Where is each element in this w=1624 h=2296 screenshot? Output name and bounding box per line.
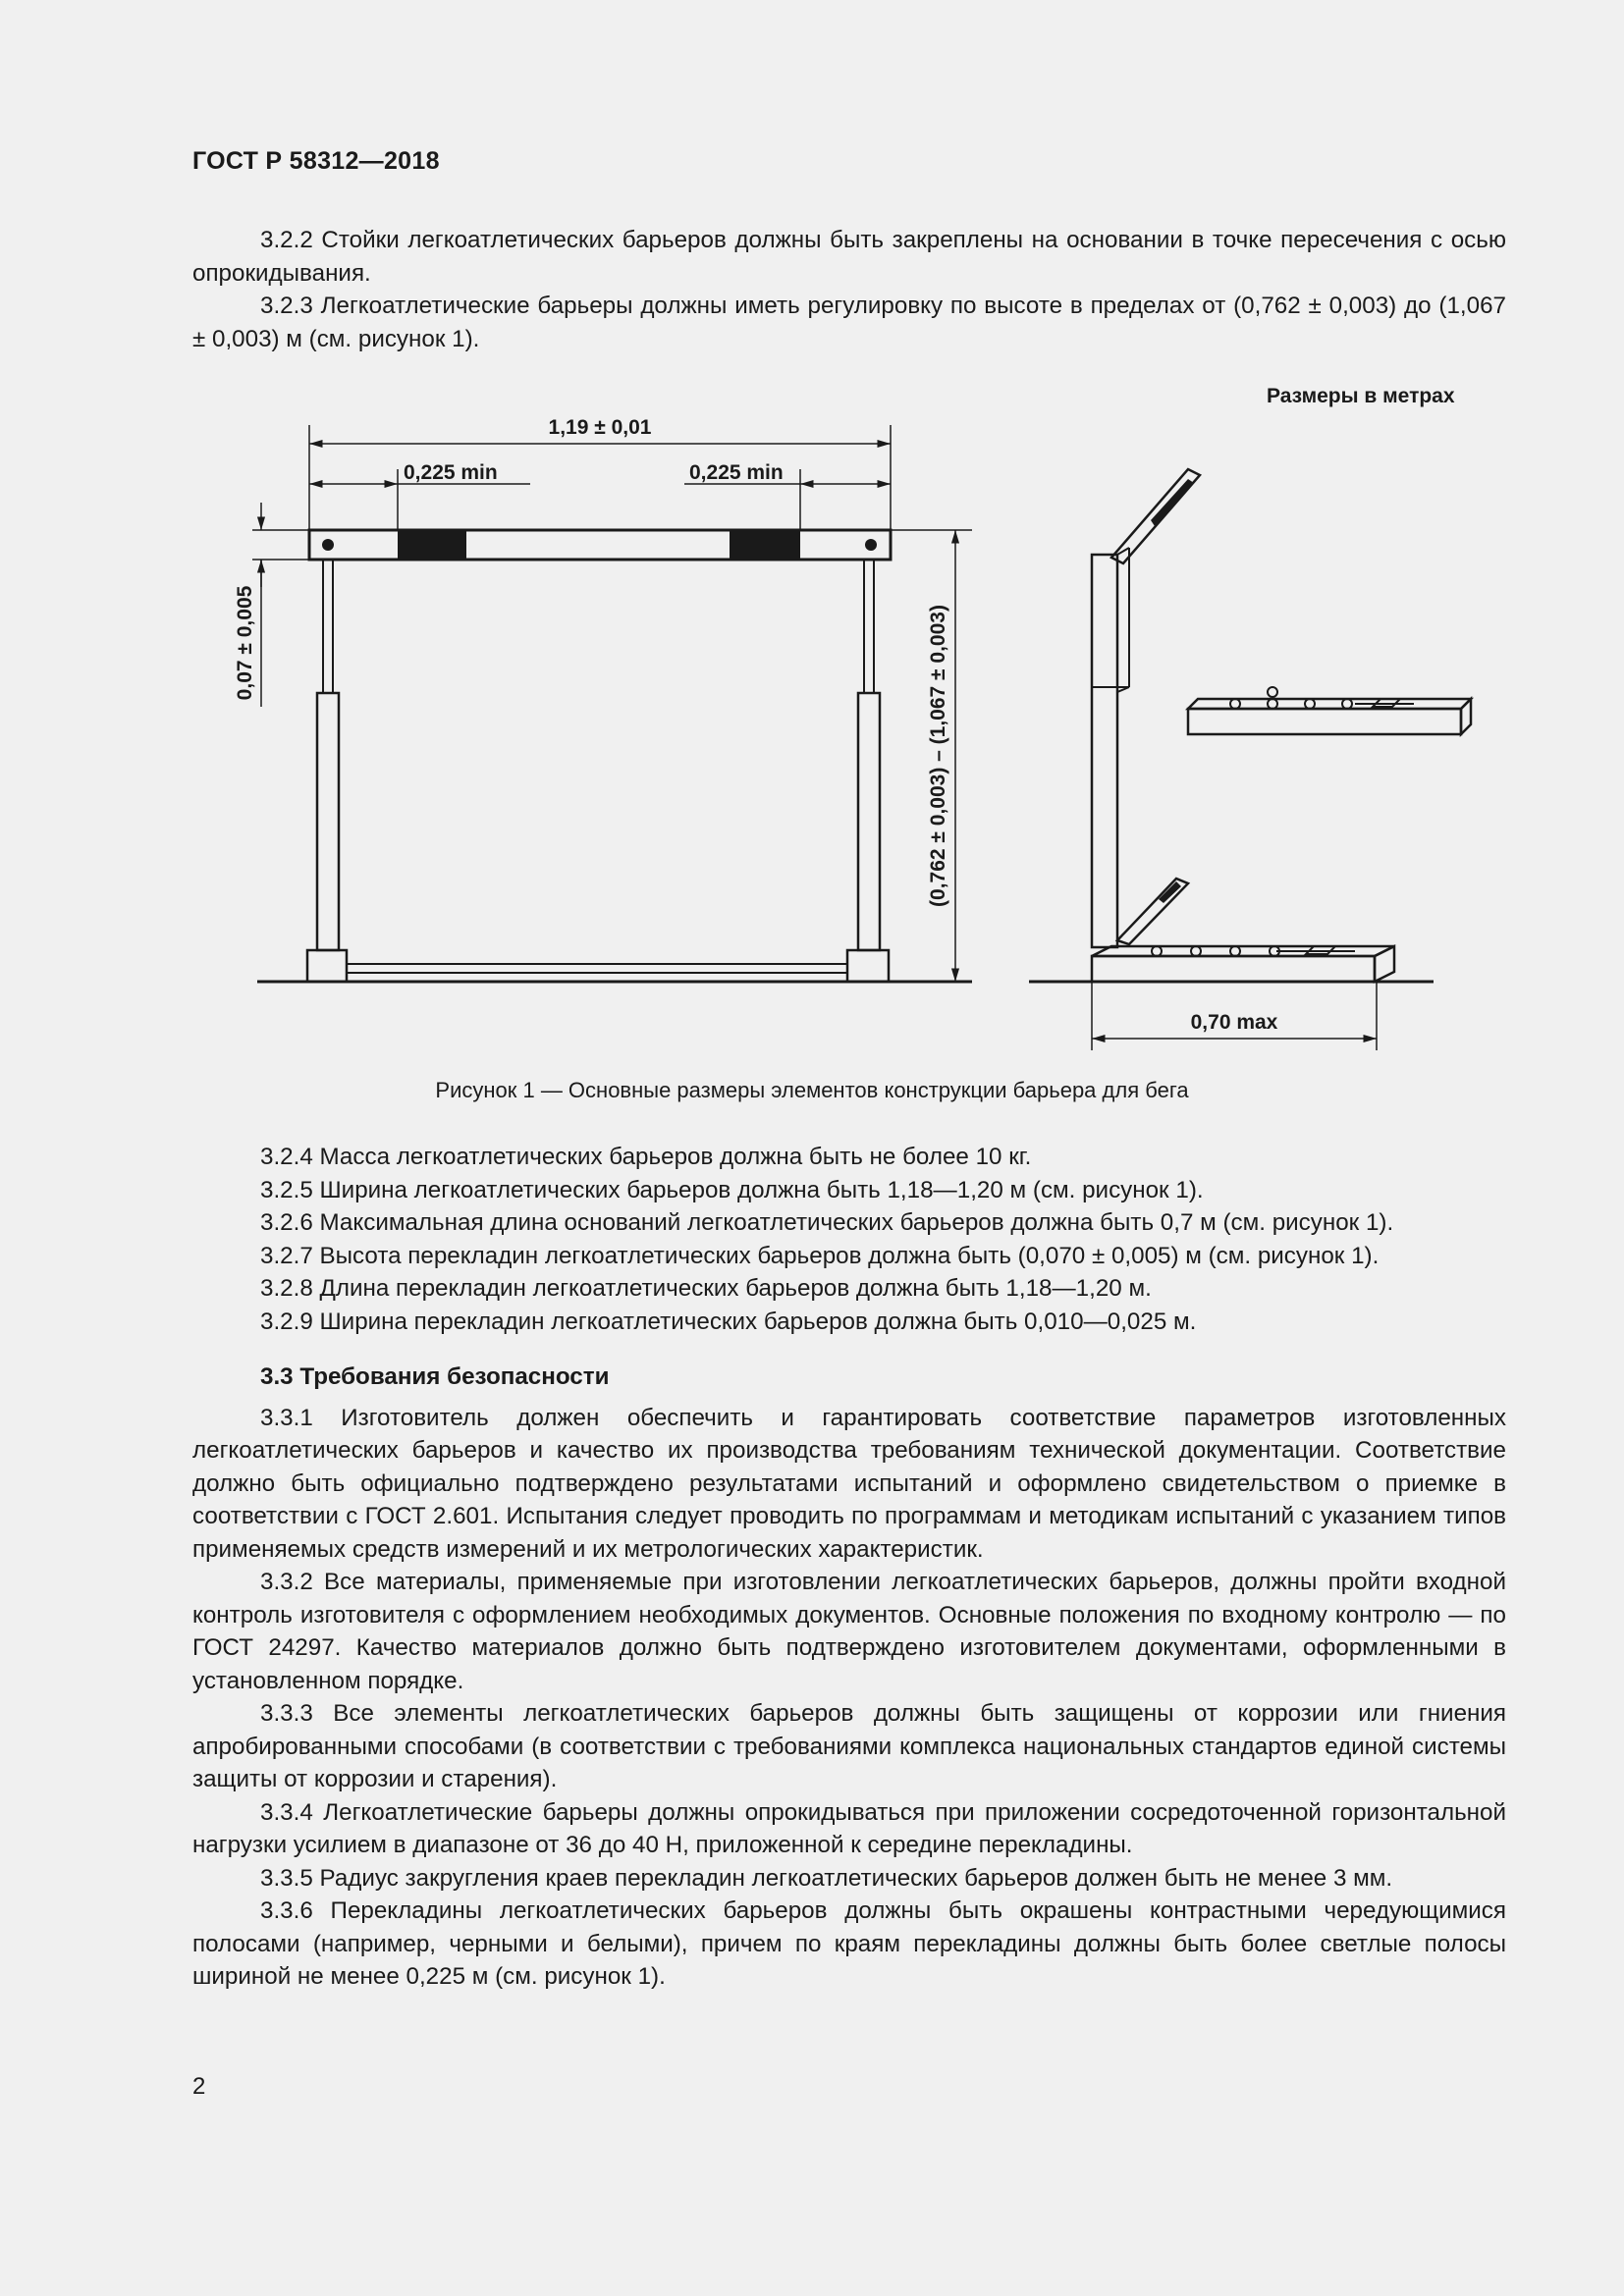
side-view [1029,469,1471,1050]
crossbar-dark-stripe-left [398,531,466,559]
paragraph-3-3-3: 3.3.3 Все элементы легкоатлетических барьеров должны быть защищены от коррозии или гниения апробированными способами (в соответствии с требованиями комплекса национальных стандартов единой системы защиты от коррозии и старения). [192,1700,1506,1792]
paragraph-3-2-9: 3.2.9 Ширина перекладин легкоатлетических барьеров должна быть 0,010—0,025 м. [260,1308,1197,1335]
paragraph-3-3-6: 3.3.6 Перекладины легкоатлетических барьеров должны быть окрашены контрастными чередующимися полосами (например, черными и белыми), причем по краям перекладины должны быть более светлые полосы шириной не менее 0,225 м (см. рисунок 1). [192,1897,1506,1990]
dim-width-label: 1,19 ± 0,01 [548,416,652,439]
paragraph-3-3-2: 3.3.2 Все материалы, применяемые при изготовлении легкоатлетических барьеров, должны пройти входной контроль изготовителя с оформлением необходимых документов. Основные положения по входному контролю — по ГОСТ 24297. Качество материалов должно быть подтверждено изготовителем документами, оформленными в установленном порядке. [192,1569,1506,1694]
figure-1 [0,393,1624,1080]
paragraph-3-3-1: 3.3.1 Изготовитель должен обеспечить и гарантировать соответствие параметров изготовленных легкоатлетических барьеров и качество их производства требованиям технической документации. Соответствие должно быть официально подтверждено результатами испытаний и оформлено свидетельством о приемке в соответствии с ГОСТ 2.601. Испытания следует проводить по программам и методикам испытаний с указанием типов применяемых средств измерений и их метрологических характеристик. [192,1404,1506,1563]
dim-height-range-label: (0,762 ± 0,003) – (1,067 ± 0,003) [927,605,949,907]
top-paragraphs [192,224,1506,355]
bolt-right [865,539,877,551]
paragraph-3-2-2: 3.2.2 Стойки легкоатлетических барьеров должны быть закреплены на основании в точке пересечения с осью опрокидывания. [192,227,1506,287]
paragraph-3-2-4: 3.2.4 Масса легкоатлетических барьеров должна быть не более 10 кг. [260,1144,1032,1170]
paragraph-3-2-8: 3.2.8 Длина перекладин легкоатлетических барьеров должна быть 1,18—1,20 м. [260,1275,1152,1302]
paragraph-3-2-3: 3.2.3 Легкоатлетические барьеры должны иметь регулировку по высоте в пределах от (0,762 ± 0,003) до (1,067 ± 0,003) м (см. рисунок 1). [192,293,1506,352]
page-number: 2 [192,2073,206,2100]
base-right [847,950,889,982]
list-paragraphs [192,1141,1506,1338]
hurdle-drawing [0,393,1624,1080]
front-view [252,425,972,982]
side-base [1092,956,1375,982]
paragraph-3-2-6: 3.2.6 Максимальная длина оснований легкоатлетических барьеров должна быть 0,7 м (см. рисунок 1). [260,1209,1394,1236]
upright-right-tube [858,693,880,950]
side-upright [1092,555,1117,947]
section-title: 3.3 Требования безопасности [260,1363,610,1390]
upright-left-tube [317,693,339,950]
paragraph-3-3-4: 3.3.4 Легкоатлетические барьеры должны опрокидываться при приложении сосредоточенной горизонтальной нагрузки усилием в диапазоне от 36 до 40 Н, приложенной к середине перекладины. [192,1798,1506,1858]
section-3-3 [192,1361,1506,1994]
units-note: Размеры в метрах [1267,385,1455,407]
side-counterweight [1188,709,1461,734]
paragraph-3-3-5: 3.3.5 Радиус закругления краев перекладин легкоатлетических барьеров должен быть не менее 3 мм. [260,1864,1393,1892]
dim-stripe-right-label: 0,225 min [689,461,784,484]
crossbar-dark-stripe-right [730,531,800,559]
paragraph-3-2-5: 3.2.5 Ширина легкоатлетических барьеров должна быть 1,18—1,20 м (см. рисунок 1). [260,1176,1204,1203]
crossbar [309,530,891,560]
dim-base-label: 0,70 max [1190,1011,1278,1034]
base-left [307,950,347,982]
document-header: ГОСТ Р 58312—2018 [192,147,440,175]
dim-stripe-left-label: 0,225 min [404,461,498,484]
paragraph-3-2-7: 3.2.7 Высота перекладин легкоатлетических барьеров должна быть (0,070 ± 0,005) м (см. рисунок 1). [260,1242,1380,1269]
figure-caption: Рисунок 1 — Основные размеры элементов конструкции барьера для бега [435,1078,1189,1102]
bolt-left [322,539,334,551]
dim-bar-height-label: 0,07 ± 0,005 [234,585,256,701]
